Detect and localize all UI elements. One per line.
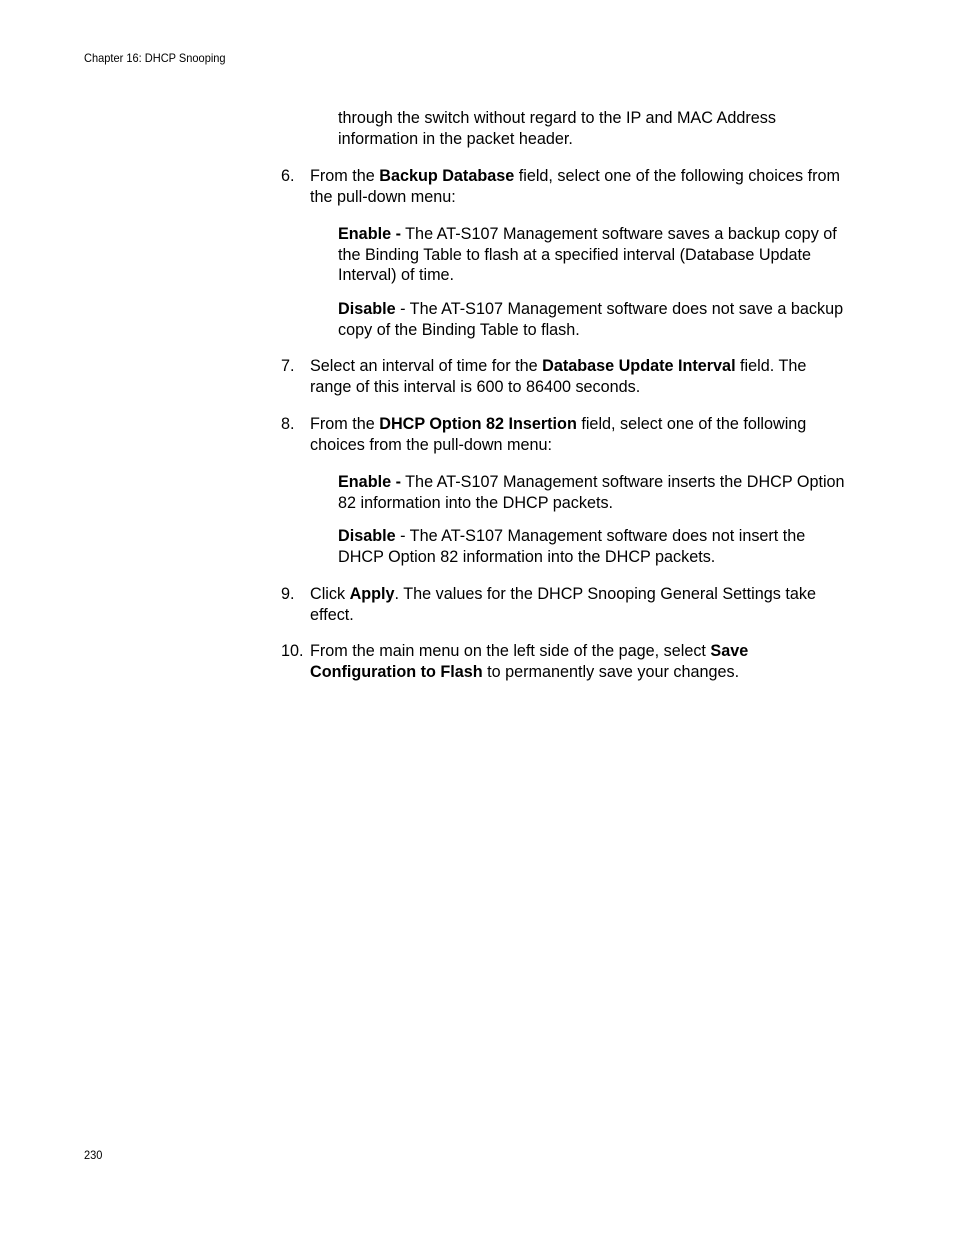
step-text: Click Apply. The values for the DHCP Snooping General Settings take effect. xyxy=(310,585,816,624)
step-number: 7. xyxy=(281,357,295,375)
option-disable: Disable - The AT-S107 Management software does not save a backup copy of the Binding Table to flash. xyxy=(338,300,844,339)
step-number: 10. xyxy=(281,642,304,660)
menu-item-name: Save Configuration to Flash xyxy=(310,642,749,681)
running-header: Chapter 16: DHCP Snooping xyxy=(84,51,226,65)
option-label: Disable xyxy=(338,300,396,318)
continued-paragraph: through the switch without regard to the IP and MAC Address information in the packet header. xyxy=(338,109,776,148)
option-label: Disable xyxy=(338,527,396,545)
step-number: 6. xyxy=(281,167,295,185)
field-name: Database Update Interval xyxy=(542,357,736,375)
option-label: Enable - xyxy=(338,225,401,243)
option-enable: Enable - The AT-S107 Management software inserts the DHCP Option 82 information into the DHCP packets. xyxy=(338,473,845,512)
option-disable: Disable - The AT-S107 Management software does not insert the DHCP Option 82 information into the DHCP packets. xyxy=(338,527,806,566)
step-text: From the DHCP Option 82 Insertion field, select one of the following choices from the pull-down menu: xyxy=(310,415,807,454)
field-name: DHCP Option 82 Insertion xyxy=(379,415,577,433)
step-text: From the main menu on the left side of the page, select Save Configuration to Flash to permanently save your changes. xyxy=(310,642,749,681)
field-name: Backup Database xyxy=(379,167,515,185)
step-number: 9. xyxy=(281,585,295,603)
option-enable: Enable - The AT-S107 Management software saves a backup copy of the Binding Table to flash at a specified interval (Database Update Interval) of time. xyxy=(338,225,837,284)
step-number: 8. xyxy=(281,415,295,433)
step-text: Select an interval of time for the Database Update Interval field. The range of this interval is 600 to 86400 seconds. xyxy=(310,357,807,396)
button-name: Apply xyxy=(349,585,395,603)
step-text: From the Backup Database field, select one of the following choices from the pull-down menu: xyxy=(310,167,840,206)
page-number: 230 xyxy=(84,1148,103,1162)
option-label: Enable - xyxy=(338,473,401,491)
